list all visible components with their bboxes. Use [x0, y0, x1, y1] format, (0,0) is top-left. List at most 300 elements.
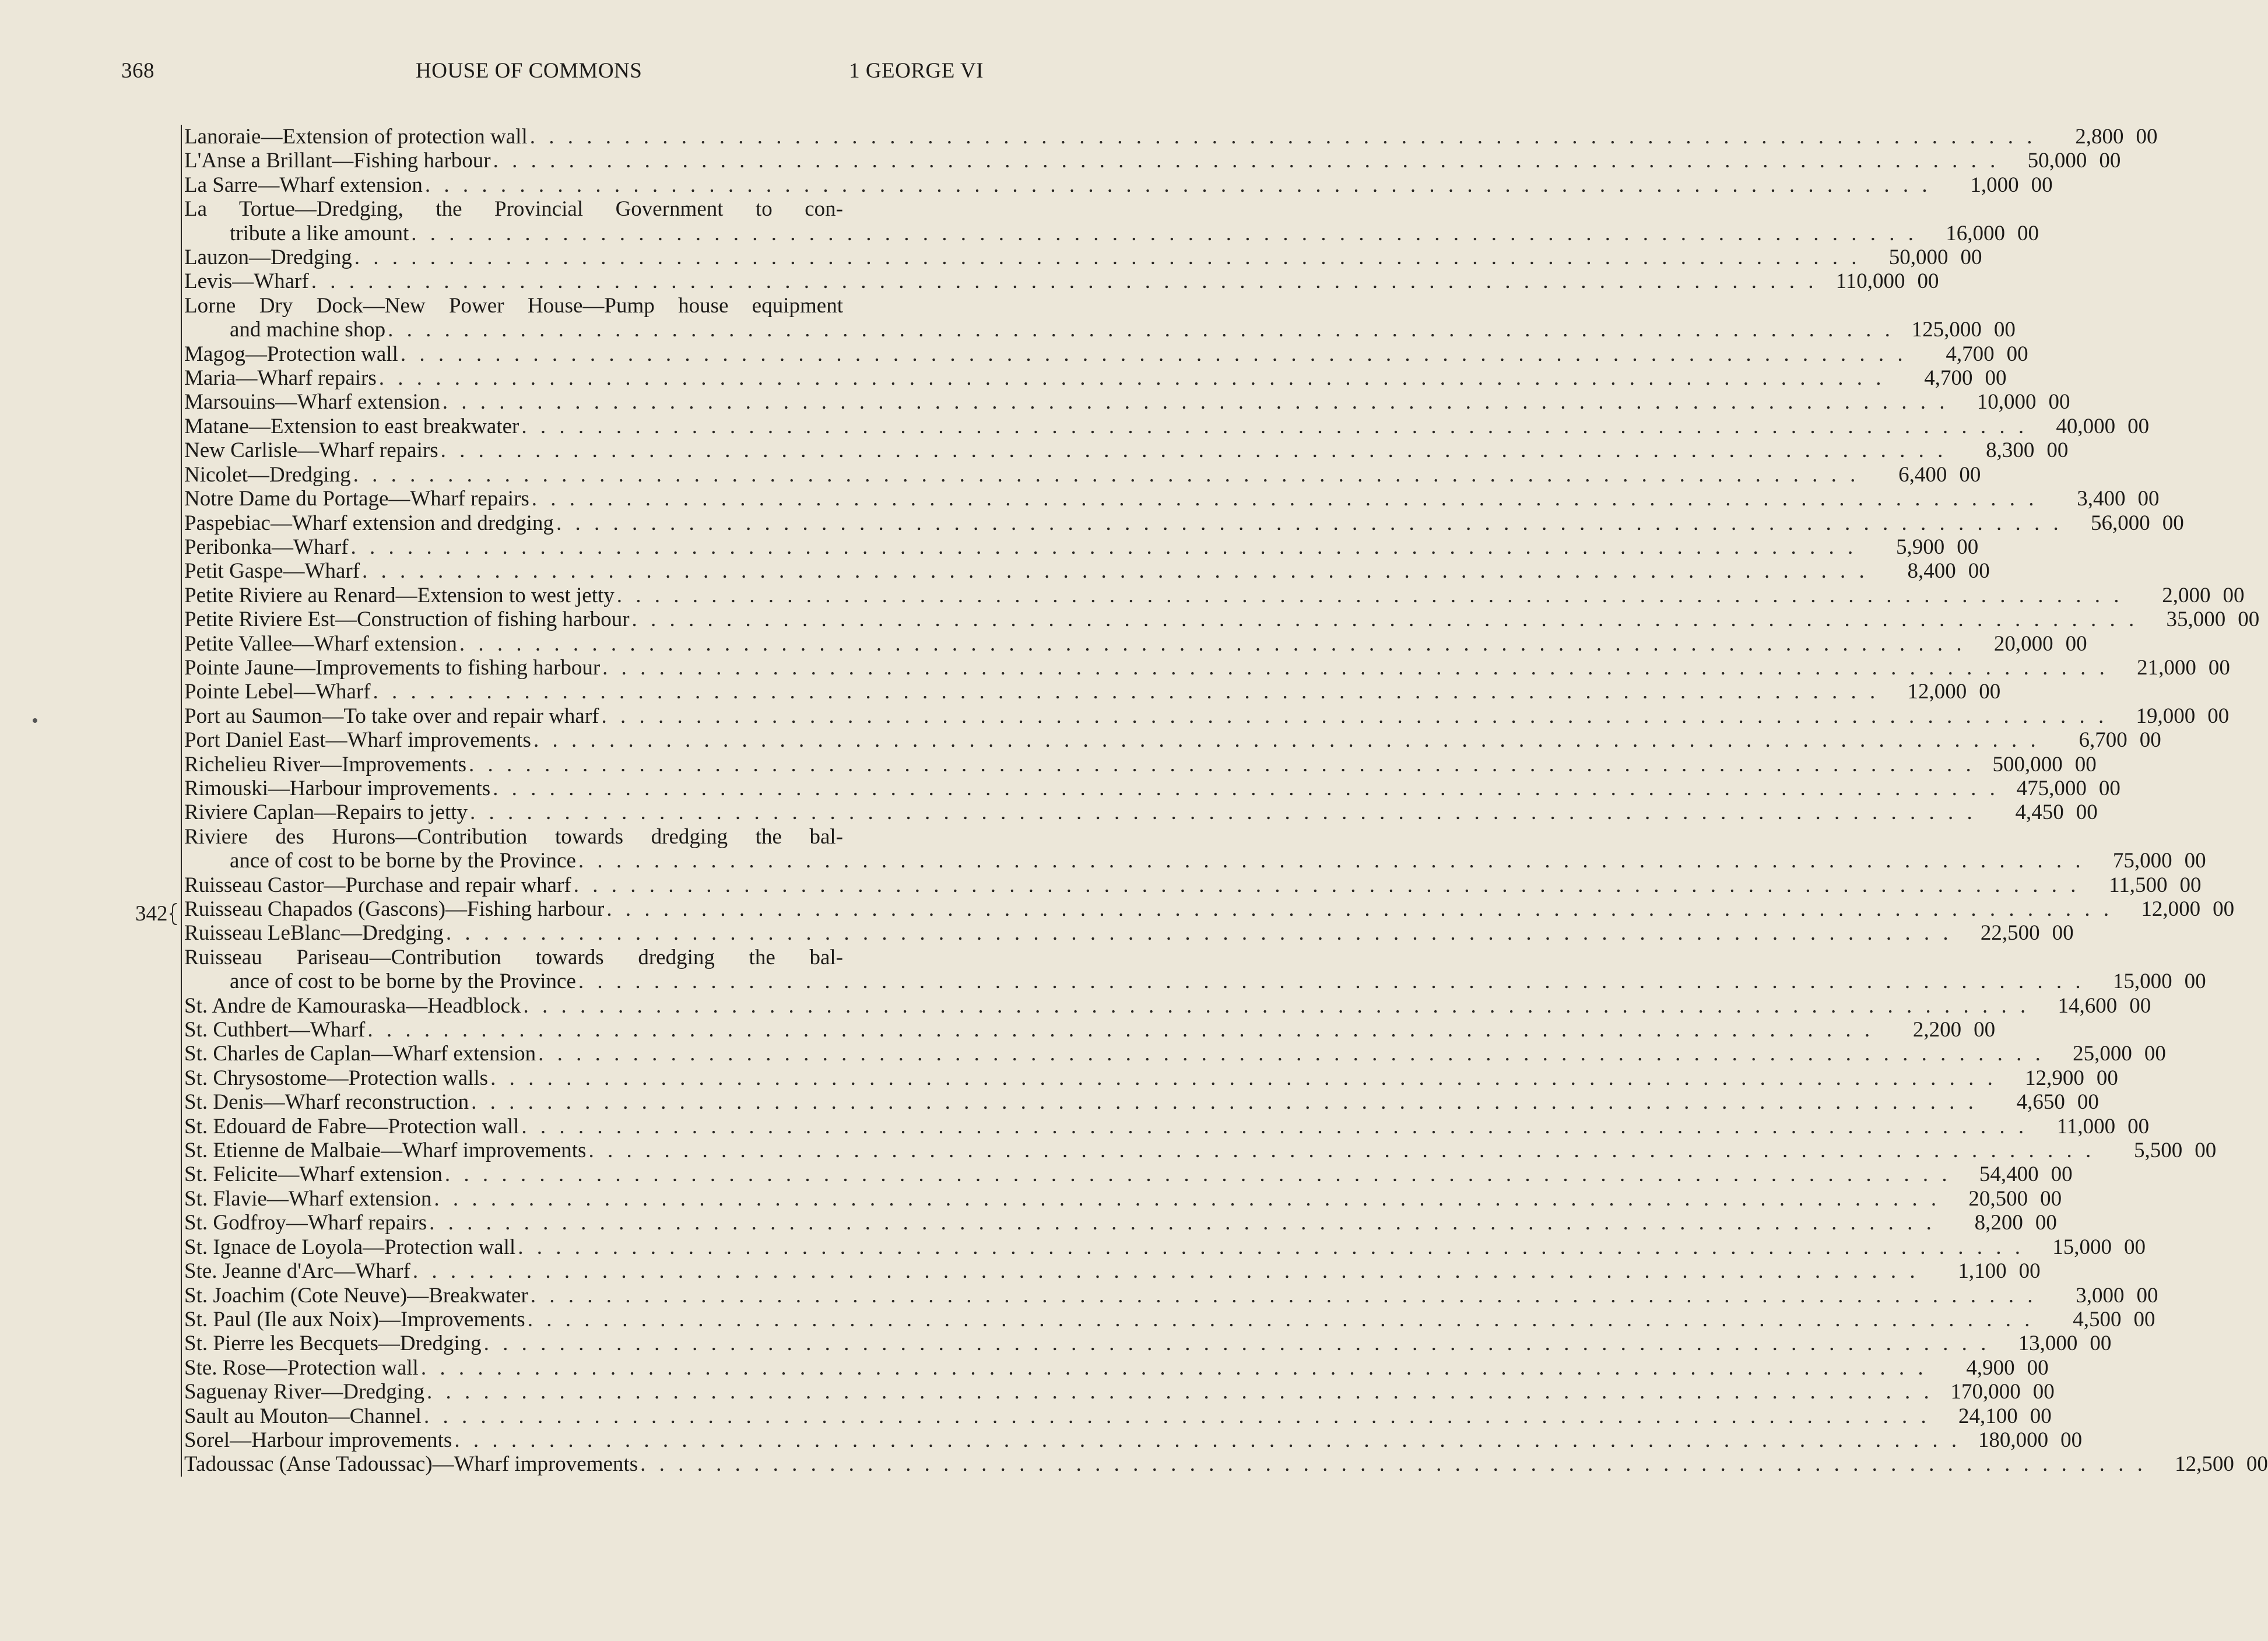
- amount-cents: 00: [2006, 342, 2028, 366]
- entry-description: L'Anse a Brillant—Fishing harbour: [184, 149, 491, 173]
- amount-dollars: 19,000: [2136, 704, 2196, 728]
- entry-description: Levis—Wharf: [184, 269, 309, 294]
- dot-leader: . . . . . . . . . . . . . . . . . . . . . . . . . . . . . . . . . . . . . . . . . . . . . . . . . . . . . . . . . . . . . . . . . . . . . . . . . . . . . . . .: [521, 414, 2028, 438]
- dot-leader: . . . . . . . . . . . . . . . . . . . . . . . . . . . . . . . . . . . . . . . . . . . . . . . . . . . . . . . . . . . . . . . . . . . . . . . . . . . . . . . .: [531, 487, 2038, 511]
- entry-amount: [1918, 222, 2039, 245]
- amount-cents: 00: [2136, 1283, 2158, 1308]
- entry-amount: [2028, 1115, 2149, 1138]
- entry-amount: [2147, 1452, 2268, 1476]
- entry-description-line: La Tortue—Dredging, the Provincial Government to con-: [184, 197, 843, 222]
- dot-leader: . . . . . . . . . . . . . . . . . . . . . . . . . . . . . . . . . . . . . . . . . . . . . . . . . . . . . . . . . . . . . . . . . . . . . . . . . . . . . . . .: [523, 993, 2030, 1018]
- entry-line: [184, 559, 1990, 584]
- amount-cents: 00: [2179, 873, 2202, 897]
- list-item: [182, 125, 2158, 149]
- dot-leader: . . . . . . . . . . . . . . . . . . . . . . . . . . . . . . . . . . . . . . . . . . . . . . . . . . . . . . . . . . . . . . . . . . . . . . . . . . . . . . . .: [440, 438, 1947, 463]
- entry-amount: [2040, 728, 2161, 752]
- dot-leader: . . . . . . . . . . . . . . . . . . . . . . . . . . . . . . . . . . . . . . . . . . . . . . . . . . . . . . . . . . . . . . . . . . . . . . . . . . . . . . . .: [429, 1211, 1936, 1235]
- dot-leader: . . . . . . . . . . . . . . . . . . . . . . . . . . . . . . . . . . . . . . . . . . . . . . . . . . . . . . . . . . . . . . . . . . . . . . . . . . . . . . . .: [362, 559, 1869, 584]
- dot-leader: . . . . . . . . . . . . . . . . . . . . . . . . . . . . . . . . . . . . . . . . . . . . . . . . . . . . . . . . . . . . . . . . . . . . . . . . . . . . . . . .: [427, 1380, 1933, 1404]
- entry-amount: [2113, 897, 2234, 921]
- list-item: [182, 342, 2028, 366]
- entry-line: [184, 728, 2161, 753]
- entry-description: St. Andre de Kamouraska—Headblock: [184, 993, 521, 1018]
- list-item: [182, 583, 2245, 607]
- amount-dollars: 22,500: [1980, 921, 2040, 946]
- dot-leader: . . . . . . . . . . . . . . . . . . . . . . . . . . . . . . . . . . . . . . . . . . . . . . . . . . . . . . . . . . . . . . . . . . . . . . . . . . . . . . . .: [602, 655, 2109, 680]
- entry-amount: [1947, 438, 2068, 462]
- amount-dollars: 24,100: [1958, 1404, 2018, 1428]
- entry-amount: [1951, 1162, 2073, 1186]
- amount-dollars: 56,000: [2090, 511, 2150, 535]
- amount-cents: 00: [2018, 1259, 2041, 1284]
- dot-leader: . . . . . . . . . . . . . . . . . . . . . . . . . . . . . . . . . . . . . . . . . . . . . . . . . . . . . . . . . . . . . . . . . . . . . . . . . . . . . . . .: [468, 752, 1975, 776]
- amount-cents: 00: [2076, 800, 2098, 825]
- brace-icon: [169, 902, 177, 926]
- entry-description: Lauzon—Dredging: [184, 245, 352, 270]
- entry-description: Sault au Mouton—Channel: [184, 1404, 422, 1428]
- list-item: [182, 993, 2151, 1018]
- amount-cents: 00: [2060, 1428, 2083, 1452]
- list-item: [182, 1307, 2155, 1331]
- entry-amount: [2095, 1138, 2216, 1162]
- amount-cents: 00: [2136, 125, 2158, 149]
- list-item: [182, 269, 1939, 294]
- list-item: [182, 631, 2087, 656]
- list-item: [182, 1404, 2052, 1428]
- entry-amount: [1874, 1018, 1995, 1042]
- entry-line: [184, 414, 2150, 438]
- amount-cents: 00: [2123, 1235, 2146, 1259]
- entry-description-line: Riviere des Hurons—Contribution towards dredging the bal-: [184, 824, 843, 849]
- entry-line: [184, 535, 1979, 559]
- entry-line: [184, 680, 2001, 704]
- amount-cents: 00: [1957, 535, 1979, 559]
- amount-dollars: 1,000: [1970, 173, 2019, 197]
- entry-amount: [1940, 1187, 2062, 1211]
- entry-description: Sorel—Harbour improvements: [184, 1428, 452, 1452]
- dot-leader: . . . . . . . . . . . . . . . . . . . . . . . . . . . . . . . . . . . . . . . . . . . . . . . . . . . . . . . . . . . . . . . . . . . . . . . . . . . . . . . .: [442, 390, 1949, 414]
- entry-line: [184, 1452, 2268, 1477]
- amount-cents: 00: [2052, 921, 2074, 946]
- list-item: [182, 390, 2070, 414]
- dot-leader: . . . . . . . . . . . . . . . . . . . . . . . . . . . . . . . . . . . . . . . . . . . . . . . . . . . . . . . . . . . . . . . . . . . . . . . . . . . . . . . .: [400, 342, 1907, 366]
- dot-leader: . . . . . . . . . . . . . . . . . . . . . . . . . . . . . . . . . . . . . . . . . . . . . . . . . . . . . . . . . . . . . . . . . . . . . . . . . . . . . . . .: [423, 1404, 1930, 1428]
- entry-description: St. Felicite—Wharf extension: [184, 1162, 443, 1187]
- entry-description: St. Chrysostome—Protection walls: [184, 1066, 489, 1090]
- list-item: [182, 1138, 2217, 1163]
- amount-cents: 00: [1960, 245, 1982, 270]
- entry-description: Port au Saumon—To take over and repair wharf: [184, 704, 599, 728]
- amount-cents: 00: [2048, 390, 2070, 414]
- entry-line: [184, 1307, 2155, 1331]
- entry-description: Marsouins—Wharf extension: [184, 390, 440, 414]
- entry-description: St. Joachim (Cote Neuve)—Breakwater: [184, 1283, 528, 1308]
- entry-line: [184, 1355, 2049, 1380]
- amount-cents: 00: [2213, 897, 2235, 921]
- dot-leader: . . . . . . . . . . . . . . . . . . . . . . . . . . . . . . . . . . . . . . . . . . . . . . . . . . . . . . . . . . . . . . . . . . . . . . . . . . . . . . . .: [493, 776, 1999, 800]
- dot-leader: . . . . . . . . . . . . . . . . . . . . . . . . . . . . . . . . . . . . . . . . . . . . . . . . . . . . . . . . . . . . . . . . . . . . . . . . . . . . . . . .: [631, 607, 2139, 632]
- entry-amount: [1894, 318, 2016, 342]
- list-item: [182, 680, 2001, 704]
- amount-cents: 00: [2099, 149, 2121, 173]
- dot-leader: . . . . . . . . . . . . . . . . . . . . . . . . . . . . . . . . . . . . . . . . . . . . . . . . . . . . . . . . . . . . . . . . . . . . . . . . . . . . . . . .: [606, 897, 2113, 921]
- list-item: [182, 366, 2007, 391]
- amount-cents: 00: [1968, 559, 1990, 584]
- amount-cents: 00: [2065, 631, 2087, 656]
- entry-line: [184, 993, 2151, 1018]
- entry-line: [184, 1186, 2062, 1211]
- entry-amount: [1930, 1404, 2052, 1428]
- entry-description: New Carlisle—Wharf repairs: [184, 438, 438, 463]
- amount-dollars: 50,000: [1888, 245, 1948, 270]
- entry-line: [184, 631, 2087, 656]
- entry-description: and machine shop: [230, 318, 386, 342]
- entry-description: St. Paul (Ile aux Noix)—Improvements: [184, 1307, 525, 1331]
- entry-amount: [2037, 1284, 2158, 1308]
- dot-leader: . . . . . . . . . . . . . . . . . . . . . . . . . . . . . . . . . . . . . . . . . . . . . . . . . . . . . . . . . . . . . . . . . . . . . . . . . . . . . . . .: [412, 1259, 1919, 1284]
- dot-leader: . . . . . . . . . . . . . . . . . . . . . . . . . . . . . . . . . . . . . . . . . . . . . . . . . . . . . . . . . . . . . . . . . . . . . . . . . . . . . . . .: [378, 366, 1886, 391]
- list-item: [182, 173, 2053, 197]
- entry-line: [184, 800, 2098, 825]
- entry-amount: [2045, 1042, 2166, 1066]
- amount-dollars: 54,400: [1979, 1162, 2039, 1187]
- dot-leader: . . . . . . . . . . . . . . . . . . . . . . . . . . . . . . . . . . . . . . . . . . . . . . . . . . . . . . . . . . . . . . . . . . . . . . . . . . . . . . . .: [527, 1307, 2034, 1331]
- dot-leader: . . . . . . . . . . . . . . . . . . . . . . . . . . . . . . . . . . . . . . . . . . . . . . . . . . . . . . . . . . . . . . . . . . . . . . . . . . . . . . . .: [373, 680, 1880, 704]
- dot-leader: . . . . . . . . . . . . . . . . . . . . . . . . . . . . . . . . . . . . . . . . . . . . . . . . . . . . . . . . . . . . . . . . . . . . . . . . . . . . . . . .: [311, 269, 1818, 294]
- entry-amount: [2038, 487, 2160, 511]
- dot-leader: . . . . . . . . . . . . . . . . . . . . . . . . . . . . . . . . . . . . . . . . . . . . . . . . . . . . . . . . . . . . . . . . . . . . . . . . . . . . . . . .: [518, 1235, 2024, 1259]
- entry-amount: [2085, 849, 2206, 873]
- entry-description: Notre Dame du Portage—Wharf repairs: [184, 487, 529, 511]
- entry-description: Saguenay River—Dredging: [184, 1380, 425, 1404]
- entry-amount: [1936, 1211, 2057, 1235]
- dot-leader: . . . . . . . . . . . . . . . . . . . . . . . . . . . . . . . . . . . . . . . . . . . . . . . . . . . . . . . . . . . . . . . . . . . . . . . . . . . . . . . .: [601, 704, 2108, 728]
- amount-cents: 00: [2127, 1114, 2150, 1138]
- dot-leader: . . . . . . . . . . . . . . . . . . . . . . . . . . . . . . . . . . . . . . . . . . . . . . . . . . . . . . . . . . . . . . . . . . . . . . . . . . . . . . . .: [411, 221, 1918, 245]
- amount-cents: 00: [2144, 1042, 2166, 1066]
- list-item: [182, 776, 2120, 800]
- amount-dollars: 10,000: [1976, 390, 2037, 414]
- list-item: [182, 1355, 2049, 1380]
- amount-dollars: 12,900: [2025, 1066, 2084, 1090]
- amount-cents: 00: [2098, 776, 2120, 800]
- amount-dollars: 500,000: [1992, 752, 2063, 776]
- entry-line: [184, 1428, 2083, 1452]
- amount-dollars: 475,000: [2016, 776, 2087, 800]
- entry-amount: [2080, 873, 2202, 897]
- amount-dollars: 12,000: [2141, 897, 2201, 921]
- amount-cents: 00: [2137, 487, 2160, 511]
- entry-line: [184, 1380, 2055, 1404]
- amount-dollars: 40,000: [2056, 414, 2116, 438]
- entry-description: Ruisseau Castor—Purchase and repair wharf: [184, 873, 571, 897]
- amount-dollars: 8,400: [1907, 559, 1956, 584]
- list-item: [182, 535, 1979, 559]
- entry-line: [184, 149, 2121, 173]
- list-item: [182, 1452, 2268, 1477]
- dot-leader: . . . . . . . . . . . . . . . . . . . . . . . . . . . . . . . . . . . . . . . . . . . . . . . . . . . . . . . . . . . . . . . . . . . . . . . . . . . . . . . .: [434, 1186, 1941, 1211]
- amount-cents: 00: [2031, 173, 2053, 197]
- amount-dollars: 110,000: [1835, 269, 1905, 294]
- amount-cents: 00: [2139, 728, 2161, 753]
- amount-dollars: 11,500: [2109, 873, 2168, 897]
- entry-amount: [1975, 753, 2097, 776]
- dot-leader: . . . . . . . . . . . . . . . . . . . . . . . . . . . . . . . . . . . . . . . . . . . . . . . . . . . . . . . . . . . . . . . . . . . . . . . . . . . . . . . .: [470, 800, 1976, 825]
- entry-description: St. Charles de Caplan—Wharf extension: [184, 1042, 536, 1066]
- list-item: [182, 462, 1981, 487]
- list-item: [182, 197, 2039, 245]
- amount-dollars: 3,000: [2076, 1283, 2125, 1308]
- entry-amount: [2085, 969, 2206, 993]
- amount-cents: 00: [2096, 1066, 2118, 1090]
- entry-line: [184, 1114, 2150, 1138]
- amount-dollars: 4,700: [1924, 366, 1973, 391]
- dot-leader: . . . . . . . . . . . . . . . . . . . . . . . . . . . . . . . . . . . . . . . . . . . . . . . . . . . . . . . . . . . . . . . . . . . . . . . . . . . . . . . .: [454, 1428, 1961, 1452]
- entry-line: [184, 438, 2069, 463]
- entry-description: La Sarre—Wharf extension: [184, 173, 423, 197]
- entry-line: [184, 873, 2202, 897]
- amount-dollars: 5,500: [2133, 1138, 2183, 1163]
- dot-leader: . . . . . . . . . . . . . . . . . . . . . . . . . . . . . . . . . . . . . . . . . . . . . . . . . . . . . . . . . . . . . . . . . . . . . . . . . . . . . . . .: [444, 1162, 1951, 1187]
- entry-description: Matane—Extension to east breakwater: [184, 414, 519, 438]
- entry-line: [184, 1404, 2052, 1428]
- list-item: [182, 1331, 2112, 1356]
- entry-description-line: Ruisseau Pariseau—Contribution towards dredging the bal-: [184, 945, 843, 969]
- entry-description: Pointe Jaune—Improvements to fishing harbour: [184, 655, 601, 680]
- entry-line: [184, 269, 1939, 294]
- entry-description: St. Edouard de Fabre—Protection wall: [184, 1114, 519, 1138]
- amount-cents: 00: [2032, 1380, 2055, 1404]
- amount-dollars: 6,400: [1898, 462, 1947, 487]
- amount-cents: 00: [2162, 511, 2184, 535]
- entry-description: Pointe Lebel—Wharf: [184, 680, 371, 704]
- amount-dollars: 2,800: [2075, 125, 2124, 149]
- entry-line: [184, 366, 2007, 391]
- list-item: [182, 1380, 2055, 1404]
- entry-amount: [1879, 680, 2000, 704]
- dot-leader: . . . . . . . . . . . . . . . . . . . . . . . . . . . . . . . . . . . . . . . . . . . . . . . . . . . . . . . . . . . . . . . . . . . . . . . . . . . . . . . .: [471, 1090, 1978, 1115]
- entry-line: [184, 1018, 1996, 1042]
- entry-amount: [1859, 463, 1981, 487]
- dot-leader: . . . . . . . . . . . . . . . . . . . . . . . . . . . . . . . . . . . . . . . . . . . . . . . . . . . . . . . . . . . . . . . . . . . . . . . . . . . . . . . .: [578, 849, 2085, 873]
- list-item: [182, 607, 2260, 632]
- entry-amount: [1869, 559, 1990, 583]
- amount-dollars: 4,500: [2073, 1307, 2122, 1331]
- entry-description: St. Flavie—Wharf extension: [184, 1186, 432, 1211]
- list-item: [182, 1283, 2158, 1308]
- dot-leader: . . . . . . . . . . . . . . . . . . . . . . . . . . . . . . . . . . . . . . . . . . . . . . . . . . . . . . . . . . . . . . . . . . . . . . . . . . . . . . . .: [521, 1114, 2028, 1138]
- amount-cents: 00: [2238, 607, 2260, 632]
- dot-leader: . . . . . . . . . . . . . . . . . . . . . . . . . . . . . . . . . . . . . . . . . . . . . . . . . . . . . . . . . . . . . . . . . . . . . . . . . . . . . . . .: [424, 173, 1932, 197]
- amount-dollars: 4,900: [1966, 1355, 2015, 1380]
- amount-cents: 00: [1979, 680, 2001, 704]
- entry-amount: [1966, 632, 2087, 656]
- entry-amount: [1999, 776, 2120, 800]
- list-item: [182, 897, 2235, 921]
- amount-cents: 00: [2207, 704, 2230, 728]
- entry-amount: [1976, 800, 2098, 824]
- entry-amount: [2034, 1308, 2155, 1331]
- list-item: [182, 1211, 2057, 1235]
- amount-dollars: 2,200: [1912, 1018, 1962, 1042]
- dot-leader: . . . . . . . . . . . . . . . . . . . . . . . . . . . . . . . . . . . . . . . . . . . . . . . . . . . . . . . . . . . . . . . . . . . . . . . . . . . . . . . .: [573, 873, 2080, 897]
- amount-cents: 00: [2195, 1138, 2217, 1163]
- dot-leader: . . . . . . . . . . . . . . . . . . . . . . . . . . . . . . . . . . . . . . . . . . . . . . . . . . . . . . . . . . . . . . . . . . . . . . . . . . . . . . . .: [483, 1331, 1990, 1356]
- entry-line: [184, 1138, 2217, 1163]
- entry-description: St. Denis—Wharf reconstruction: [184, 1090, 469, 1115]
- amount-dollars: 125,000: [1911, 318, 1982, 342]
- entry-line: [184, 583, 2245, 607]
- amount-dollars: 12,500: [2175, 1452, 2234, 1477]
- amount-dollars: 4,650: [2016, 1090, 2065, 1115]
- list-item: [182, 655, 2230, 680]
- dot-leader: . . . . . . . . . . . . . . . . . . . . . . . . . . . . . . . . . . . . . . . . . . . . . . . . . . . . . . . . . . . . . . . . . . . . . . . . . . . . . . . .: [350, 535, 1858, 559]
- entry-line: [184, 245, 1982, 270]
- list-item: [182, 752, 2097, 776]
- entry-description: Peribonka—Wharf: [184, 535, 349, 559]
- estimates-list: [181, 125, 2268, 1477]
- list-item: [182, 1114, 2150, 1138]
- amount-dollars: 3,400: [2077, 487, 2126, 511]
- entry-description: Ste. Jeanne d'Arc—Wharf: [184, 1259, 410, 1284]
- entry-line: [184, 1211, 2057, 1235]
- dot-leader: . . . . . . . . . . . . . . . . . . . . . . . . . . . . . . . . . . . . . . . . . . . . . . . . . . . . . . . . . . . . . . . . . . . . . . . . . . . . . . . .: [538, 1042, 2045, 1066]
- amount-cents: 00: [2027, 1355, 2049, 1380]
- entry-description-line: Lorne Dry Dock—New Power House—Pump house equipment: [184, 293, 843, 318]
- entry-description: St. Ignace de Loyola—Protection wall: [184, 1235, 516, 1259]
- amount-dollars: 1,100: [1958, 1259, 2007, 1284]
- dot-leader: . . . . . . . . . . . . . . . . . . . . . . . . . . . . . . . . . . . . . . . . . . . . . . . . . . . . . . . . . . . . . . . . . . . . . . . . . . . . . . . .: [493, 149, 2000, 173]
- amount-cents: 00: [2035, 1211, 2057, 1235]
- entry-description: Tadoussac (Anse Tadoussac)—Wharf improvements: [184, 1452, 638, 1477]
- entry-amount: [2024, 1235, 2146, 1259]
- entry-line: [184, 1090, 2099, 1115]
- page-number: 368: [121, 59, 155, 83]
- entry-line: [184, 462, 1981, 487]
- amount-dollars: 20,500: [1968, 1186, 2028, 1211]
- list-item: [182, 921, 2074, 946]
- entry-line: [184, 921, 2074, 946]
- entry-amount: [2028, 414, 2149, 438]
- entry-description: Riviere Caplan—Repairs to jetty: [184, 800, 468, 825]
- entry-amount: [2030, 994, 2151, 1018]
- list-item: [182, 414, 2150, 438]
- entry-amount: [1933, 1380, 2055, 1404]
- amount-cents: 00: [1985, 366, 2007, 391]
- amount-dollars: 15,000: [2052, 1235, 2112, 1259]
- entry-description: St. Cuthbert—Wharf: [184, 1018, 366, 1042]
- amount-dollars: 13,000: [2018, 1331, 2078, 1356]
- entry-description: Petit Gaspe—Wharf: [184, 559, 360, 584]
- entry-description: St. Pierre les Becquets—Dredging: [184, 1331, 482, 1356]
- entry-line: [184, 704, 2230, 728]
- amount-cents: 00: [2030, 1404, 2052, 1428]
- amount-cents: 00: [2017, 221, 2039, 245]
- amount-dollars: 11,000: [2056, 1114, 2116, 1138]
- list-item: [182, 149, 2121, 173]
- list-item: [182, 1042, 2166, 1066]
- entry-line: [184, 849, 2206, 873]
- entry-description: Paspebiac—Wharf extension and dredging: [184, 511, 554, 535]
- entry-amount: [1932, 173, 2053, 197]
- dot-leader: . . . . . . . . . . . . . . . . . . . . . . . . . . . . . . . . . . . . . . . . . . . . . . . . . . . . . . . . . . . . . . . . . . . . . . . . . . . . . . . .: [556, 511, 2063, 535]
- list-item: [182, 1235, 2146, 1259]
- entry-line: [184, 173, 2053, 197]
- amount-dollars: 5,900: [1896, 535, 1945, 559]
- list-item: [182, 438, 2069, 463]
- amount-cents: 00: [1959, 462, 1981, 487]
- list-item: [182, 1018, 1996, 1042]
- entry-line: [184, 1042, 2166, 1066]
- entry-amount: [1860, 245, 1982, 269]
- list-item: [182, 1186, 2062, 1211]
- entry-amount: [1997, 1066, 2118, 1090]
- amount-cents: 00: [2074, 752, 2097, 776]
- entry-description: tribute a like amount: [230, 221, 409, 245]
- dot-leader: . . . . . . . . . . . . . . . . . . . . . . . . . . . . . . . . . . . . . . . . . . . . . . . . . . . . . . . . . . . . . . . . . . . . . . . . . . . . . . . .: [530, 1283, 2037, 1308]
- entry-line: [184, 1235, 2146, 1259]
- amount-cents: 00: [2077, 1090, 2099, 1115]
- entry-line: [184, 1066, 2118, 1090]
- amount-dollars: 180,000: [1978, 1428, 2049, 1452]
- entry-description: Rimouski—Harbour improvements: [184, 776, 491, 800]
- amount-dollars: 15,000: [2112, 969, 2172, 994]
- vote-number: 342: [135, 902, 168, 926]
- entry-line: [184, 487, 2160, 511]
- entry-description: Magog—Protection wall: [184, 342, 398, 366]
- entry-description: Petite Riviere au Renard—Extension to west jetty: [184, 583, 615, 607]
- entry-amount: [2138, 607, 2259, 631]
- amount-cents: 00: [2129, 993, 2151, 1018]
- entry-amount: [1928, 1356, 2049, 1380]
- amount-dollars: 21,000: [2137, 655, 2196, 680]
- entry-amount: [1949, 390, 2070, 414]
- dot-leader: . . . . . . . . . . . . . . . . . . . . . . . . . . . . . . . . . . . . . . . . . . . . . . . . . . . . . . . . . . . . . . . . . . . . . . . . . . . . . . . .: [578, 969, 2085, 994]
- entry-description: St. Etienne de Malbaie—Wharf improvements: [184, 1138, 587, 1163]
- list-item: [182, 1090, 2099, 1115]
- entry-line: [184, 607, 2260, 632]
- amount-dollars: 2,000: [2162, 583, 2211, 607]
- running-title: HOUSE OF COMMONS: [416, 59, 643, 83]
- entry-amount: [2109, 656, 2230, 680]
- dot-leader: . . . . . . . . . . . . . . . . . . . . . . . . . . . . . . . . . . . . . . . . . . . . . . . . . . . . . . . . . . . . . . . . . . . . . . . . . . . . . . . .: [353, 462, 1860, 487]
- entry-amount: [1919, 1259, 2041, 1283]
- entry-description: Ruisseau Chapados (Gascons)—Fishing harbour: [184, 897, 605, 921]
- amount-dollars: 6,700: [2079, 728, 2127, 753]
- entry-description: Lanoraie—Extension of protection wall: [184, 125, 528, 149]
- amount-dollars: 75,000: [2112, 849, 2172, 873]
- decorative-dot: [33, 718, 37, 723]
- amount-cents: 00: [2246, 1452, 2268, 1477]
- dot-leader: . . . . . . . . . . . . . . . . . . . . . . . . . . . . . . . . . . . . . . . . . . . . . . . . . . . . . . . . . . . . . . . . . . . . . . . . . . . . . . . .: [490, 1066, 1997, 1090]
- amount-cents: 00: [2046, 438, 2069, 463]
- dot-leader: . . . . . . . . . . . . . . . . . . . . . . . . . . . . . . . . . . . . . . . . . . . . . . . . . . . . . . . . . . . . . . . . . . . . . . . . . . . . . . . .: [354, 245, 1861, 270]
- list-item: [182, 1162, 2073, 1187]
- dot-leader: . . . . . . . . . . . . . . . . . . . . . . . . . . . . . . . . . . . . . . . . . . . . . . . . . . . . . . . . . . . . . . . . . . . . . . . . . . . . . . . .: [367, 1018, 1874, 1042]
- dot-leader: . . . . . . . . . . . . . . . . . . . . . . . . . . . . . . . . . . . . . . . . . . . . . . . . . . . . . . . . . . . . . . . . . . . . . . . . . . . . . . . .: [459, 631, 1966, 656]
- entry-amount: [2123, 584, 2245, 607]
- list-item: [182, 511, 2184, 535]
- entry-line: [184, 1331, 2112, 1356]
- entry-line: [184, 221, 2039, 245]
- dot-leader: . . . . . . . . . . . . . . . . . . . . . . . . . . . . . . . . . . . . . . . . . . . . . . . . . . . . . . . . . . . . . . . . . . . . . . . . . . . . . . . .: [533, 728, 2040, 753]
- dot-leader: . . . . . . . . . . . . . . . . . . . . . . . . . . . . . . . . . . . . . . . . . . . . . . . . . . . . . . . . . . . . . . . . . . . . . . . . . . . . . . . .: [640, 1452, 2147, 1477]
- entry-line: [184, 897, 2235, 921]
- entry-amount: [1999, 149, 2120, 173]
- amount-cents: 00: [2040, 1186, 2062, 1211]
- amount-dollars: 12,000: [1907, 680, 1967, 704]
- entry-description: Nicolet—Dredging: [184, 462, 351, 487]
